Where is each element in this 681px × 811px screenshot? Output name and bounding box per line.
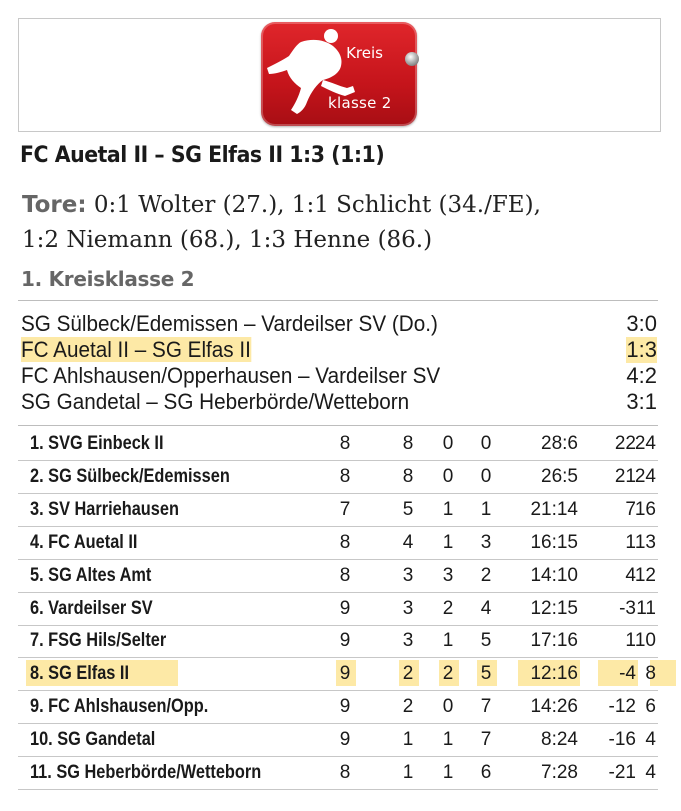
team-name: 7. FSG Hils/Selter (30, 630, 167, 652)
team-name: 6. Vardeilser SV (30, 597, 153, 619)
goals-cell: 12:16 (530, 663, 578, 685)
team-name: 3. SV Harriehausen (30, 498, 179, 520)
table-row (18, 624, 658, 658)
drawn-cell: 1 (442, 762, 454, 783)
table-row (18, 657, 658, 691)
goal-difference-cell: -21 (608, 762, 636, 783)
section-title: 1. Kreisklasse 2 (21, 267, 195, 291)
goals-line-1: 0:1 Wolter (27.), 1:1 Schlicht (34./FE), (93, 192, 541, 218)
match-teams (21, 389, 409, 415)
match-teams-text: SG Gandetal – SG Heberbörde/Wetteborn (21, 389, 410, 414)
match-score: 3:1 (626, 389, 657, 414)
points-cell: 24 (634, 433, 656, 454)
points-cell: 8 (645, 663, 656, 685)
table-row (18, 493, 658, 527)
goal-difference-cell: 1 (625, 630, 636, 652)
football-icon (405, 52, 419, 66)
goal-difference-cell: -12 (608, 696, 636, 718)
team-name: 8. SG Elfas II (30, 663, 129, 685)
won-cell: 1 (402, 729, 414, 751)
points-cell: 24 (634, 465, 656, 487)
match-headline: FC Auetal II – SG Elfas II 1:3 (1:1) (20, 143, 385, 168)
match-teams (21, 337, 251, 363)
won-cell: 2 (402, 696, 414, 718)
table-row (18, 427, 658, 461)
lost-cell: 7 (480, 729, 492, 751)
points-cell: 6 (645, 696, 656, 718)
goal-difference-cell: 21 (614, 465, 636, 487)
lost-cell: 5 (480, 663, 492, 685)
goals-cell: 12:15 (530, 597, 578, 619)
drawn-cell: 1 (442, 498, 454, 520)
table-row (18, 460, 658, 494)
drawn-cell: 2 (442, 663, 454, 685)
match-score: 4:2 (626, 363, 657, 388)
goals-cell: 17:16 (530, 630, 578, 652)
team-name: 1. SVG Einbeck II (30, 433, 164, 454)
goals-cell: 7:28 (541, 762, 578, 783)
points-cell: 11 (636, 597, 656, 619)
played-cell: 9 (339, 630, 351, 652)
match-row (21, 389, 657, 415)
lost-cell: 4 (480, 597, 492, 619)
won-cell: 2 (402, 663, 414, 685)
played-cell: 8 (339, 564, 351, 586)
drawn-cell: 1 (442, 630, 454, 652)
badge-text-line2: klasse 2 (328, 94, 392, 112)
lost-cell: 3 (480, 531, 492, 553)
won-cell: 3 (402, 564, 414, 586)
match-row (21, 311, 657, 337)
lost-cell: 6 (480, 762, 492, 783)
lost-cell: 7 (480, 696, 492, 718)
played-cell: 8 (339, 531, 351, 553)
match-teams-text: FC Auetal II – SG Elfas II (21, 337, 251, 362)
played-cell: 9 (339, 729, 351, 751)
goal-difference-cell: -16 (608, 729, 636, 751)
match-row (21, 363, 657, 389)
table-row (18, 690, 658, 724)
goal-scorers (22, 188, 672, 258)
points-cell: 4 (645, 729, 656, 751)
drawn-cell: 0 (442, 465, 454, 487)
goals-cell: 26:5 (541, 465, 578, 487)
match-row (21, 337, 657, 363)
played-cell: 7 (339, 498, 351, 520)
played-cell: 8 (339, 433, 351, 454)
goal-difference-cell: -4 (619, 663, 636, 685)
lost-cell: 0 (480, 433, 492, 454)
goals-cell: 8:24 (541, 729, 578, 751)
table-row (18, 559, 658, 593)
points-cell: 13 (634, 531, 656, 553)
section-divider (18, 300, 658, 301)
goals-line-2: 1:2 Niemann (68.), 1:3 Henne (86.) (22, 227, 433, 253)
drawn-cell: 0 (442, 696, 454, 718)
goal-difference-cell: -3 (619, 597, 636, 619)
won-cell: 8 (402, 433, 414, 454)
points-cell: 10 (634, 630, 656, 652)
lost-cell: 5 (480, 630, 492, 652)
team-name: 9. FC Ahlshausen/Opp. (30, 696, 209, 718)
played-cell: 9 (339, 663, 351, 685)
team-name: 4. FC Auetal II (30, 531, 138, 553)
table-row (18, 526, 658, 560)
points-cell: 12 (634, 564, 656, 586)
match-teams-text: FC Ahlshausen/Opperhausen – Vardeilser SV (21, 363, 441, 388)
drawn-cell: 0 (442, 433, 454, 454)
goal-difference-cell: 7 (625, 498, 636, 520)
team-name: 10. SG Gandetal (30, 729, 156, 751)
won-cell: 3 (402, 630, 414, 652)
drawn-cell: 1 (442, 531, 454, 553)
goals-cell: 14:26 (530, 696, 578, 718)
played-cell: 9 (339, 597, 351, 619)
played-cell: 8 (339, 762, 351, 783)
table-row (18, 592, 658, 626)
lost-cell: 1 (480, 498, 492, 520)
match-teams-text: SG Sülbeck/Edemissen – Vardeilser SV (Do.) (21, 311, 438, 336)
drawn-cell: 1 (442, 729, 454, 751)
league-badge (261, 22, 417, 126)
team-name: 2. SG Sülbeck/Edemissen (30, 465, 230, 487)
points-cell: 4 (645, 762, 656, 783)
match-teams (21, 311, 438, 337)
goal-difference-cell: 4 (625, 564, 636, 586)
drawn-cell: 3 (442, 564, 454, 586)
lost-cell: 0 (480, 465, 492, 487)
table-row (18, 756, 658, 790)
won-cell: 1 (402, 762, 414, 783)
goal-difference-cell: 1 (625, 531, 636, 553)
goal-difference-cell: 22 (614, 433, 636, 454)
match-teams (21, 363, 440, 389)
goals-cell: 16:15 (530, 531, 578, 553)
team-name: 5. SG Altes Amt (30, 564, 152, 586)
played-cell: 9 (339, 696, 351, 718)
goals-cell: 14:10 (530, 564, 578, 586)
table-row (18, 723, 658, 757)
table-divider (18, 425, 658, 426)
match-score: 1:3 (626, 337, 657, 362)
lost-cell: 2 (480, 564, 492, 586)
goals-cell: 21:14 (530, 498, 578, 520)
drawn-cell: 2 (442, 597, 454, 619)
goals-cell: 28:6 (541, 433, 578, 454)
badge-text-line1: 1. Kreis (327, 44, 383, 62)
won-cell: 3 (402, 597, 414, 619)
goals-label: Tore: (22, 192, 87, 218)
won-cell: 4 (402, 531, 414, 553)
team-name: 11. SG Heberbörde/Wetteborn (30, 762, 262, 783)
won-cell: 5 (402, 498, 414, 520)
match-score: 3:0 (626, 311, 657, 336)
points-cell: 16 (634, 498, 656, 520)
won-cell: 8 (402, 465, 414, 487)
played-cell: 8 (339, 465, 351, 487)
